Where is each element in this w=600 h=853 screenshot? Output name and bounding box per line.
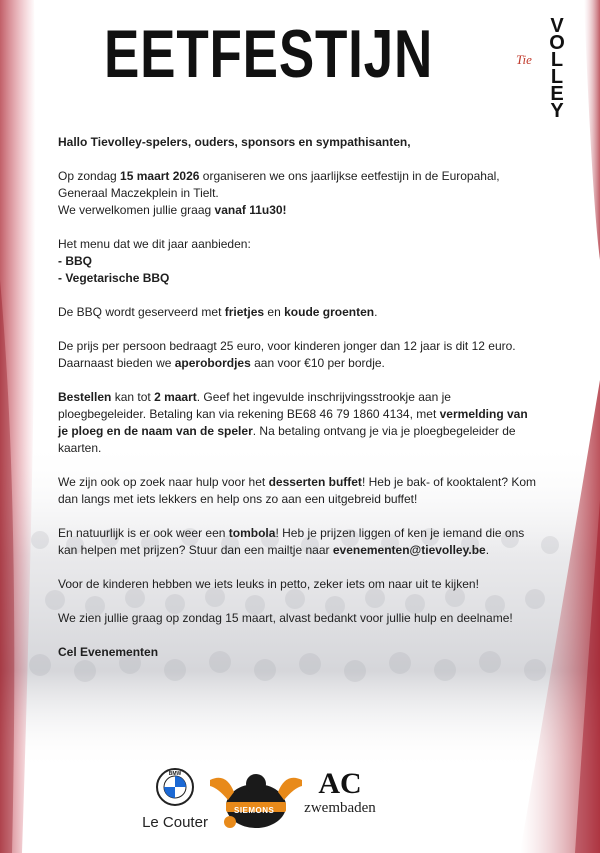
logo-volley-letters <box>546 15 568 122</box>
signature: Cel Evenementen <box>58 645 159 659</box>
greeting: Hallo Tievolley-spelers, ouders, sponsors en sympathisanten, <box>58 135 411 149</box>
logo-letter: E <box>550 83 564 105</box>
paragraph-desserts: We zijn ook op zoek naar hulp voor het desserten buffet! Heb je bak- of kooktalent? Kom dan langs met iets lekkers en help ons zo aan een uitgebreid buffet! <box>58 475 537 506</box>
sponsor-siemons <box>208 770 304 836</box>
logo-letter: L <box>550 66 564 88</box>
logo-letter: V <box>550 15 564 37</box>
paragraph-ordering: Bestellen kan tot 2 maart. Geef het ingevulde inschrijvingsstrookje aan je ploegbegeleider. Betaling kan via rekening BE68 46 79 1860 4134, met vermelding van je ploeg en de naam van de speler. Na betaling ontvang je via je ploegbegeleider de kaarten. <box>58 390 528 455</box>
menu-item: - Vegetarische BBQ <box>58 271 170 285</box>
logo-letter: L <box>550 49 564 71</box>
bmw-roundel-icon <box>156 768 194 806</box>
paragraph-prices: De prijs per persoon bedraagt 25 euro, voor kinderen jonger dan 12 jaar is dit 12 euro. Daarnaast bieden we aperobordjes aan voor €10 per bordje. <box>58 339 516 370</box>
paragraph-bbq: De BBQ wordt geserveerd met frietjes en koude groenten. <box>58 305 378 319</box>
menu-item: - BBQ <box>58 254 92 268</box>
zwembaden-name: zwembaden <box>304 800 376 816</box>
letter-body <box>58 134 538 678</box>
le-couter-name: Le Couter <box>142 814 208 831</box>
ac-mark: AC <box>318 767 362 800</box>
siemons-gorilla-logo <box>208 770 304 836</box>
email-link: evenementen@tievolley.be <box>332 543 486 557</box>
page-title: EETFESTIJN <box>104 16 434 92</box>
paragraph-menu: Het menu dat we dit jaar aanbieden: - BBQ - Vegetarische BBQ <box>58 237 251 285</box>
tievolley-logo <box>516 15 572 122</box>
sponsor-logos <box>0 760 600 840</box>
svg-text:BMW: BMW <box>168 771 182 777</box>
sponsor-le-couter <box>140 768 210 831</box>
paragraph-kids: Voor de kinderen hebben we iets leuks in petto, zeker iets om naar uit te kijken! <box>58 577 479 591</box>
siemons-name: SIEMONS <box>234 806 275 815</box>
logo-letter: Y <box>550 100 564 122</box>
logo-letter: O <box>549 32 565 54</box>
logo-tie-text: Tie <box>516 52 532 67</box>
paragraph-tombola: En natuurlijk is er ook weer een tombola! Heb je prijzen liggen of ken je iemand die ons kan helpen met prijzen? Stuur dan een mailtje naar evenementen@tievolley.be. <box>58 526 525 557</box>
paragraph-event-info: Op zondag 15 maart 2026 organiseren we ons jaarlijkse eetfestijn in de Europahal, Generaal Maczekplein in Tielt. We verwelkomen jullie graag vanaf 11u30! <box>58 169 500 217</box>
sponsor-zwembaden <box>300 768 380 817</box>
paragraph-closing: We zien jullie graag op zondag 15 maart, alvast bedankt voor jullie hulp en deelname! <box>58 611 513 625</box>
